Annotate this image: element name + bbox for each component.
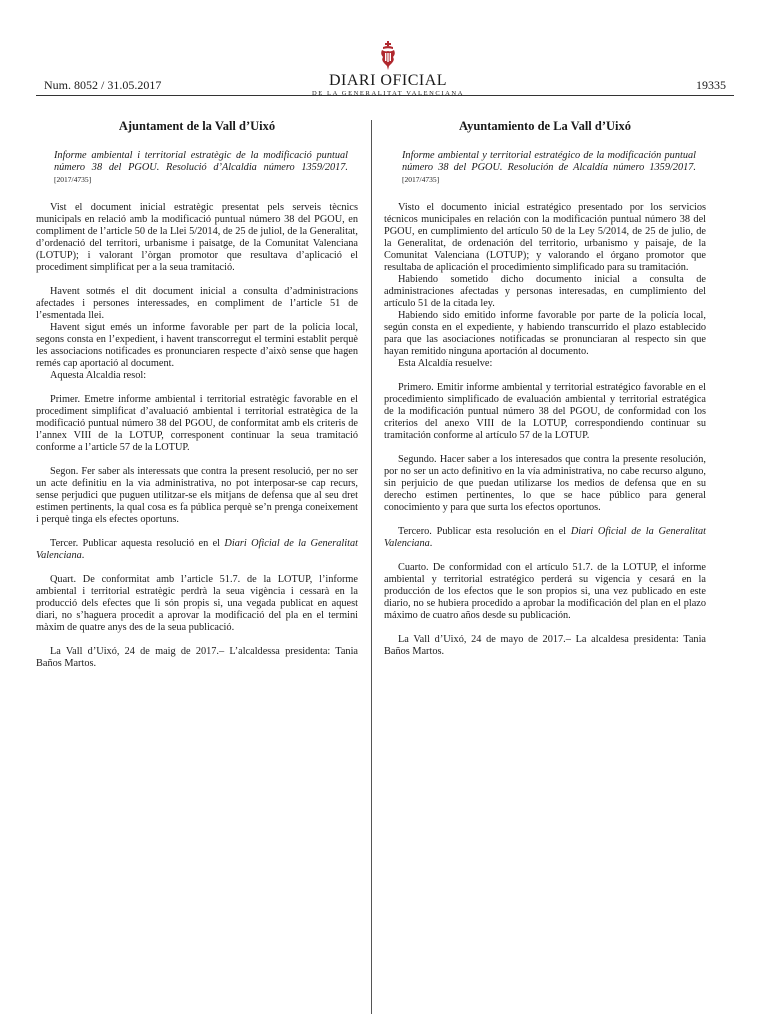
left-paragraph-9: La Vall d’Uixó, 24 de maig de 2017.– L’alcaldessa presidenta: Tania Baños Martos. [36, 646, 358, 669]
page-header [0, 0, 770, 100]
column-valencian [36, 119, 358, 670]
left-body [36, 202, 358, 670]
right-paragraph-9: La Vall d’Uixó, 24 de mayo de 2017.– La alcaldesa presidenta: Tania Baños Martos. [384, 634, 706, 657]
right-paragraph-8: Cuarto. De conformidad con el artículo 51.7. de la LOTUP, el informe ambiental y territorial estratégico perderá su vigencia y cesará en la producción de los efectos que le son propios si, una vez publicado en este diario, no se hubiera procedido a aprobar la modificación del plan en el plazo máximo de cuatro años desde su publicación. [384, 562, 706, 621]
right-paragraph-1: Visto el documento inicial estratégico presentado por los servicios técnicos municipales en relación con la modificación puntual número 38 del PGOU, en cumplimiento del artículo 50 de la Ley 5/2014, de 25 de julio, de la Generalitat, de ordenación del territorio, urbanismo y paisaje, de la Comunitat Valenciana (LOTUP); y valorando el órgano promotor que resultaba de aplicación el procedimiento simplificado para su tramitación. [384, 202, 706, 273]
right-paragraph-3: Habiendo sido emitido informe favorable por parte de la policía local, según consta en el expediente, y habiendo transcurrido el plazo establecido para que las asociaciones notificadas se pronunciaran al respecto sin que hayan remitido ninguna aportación al documento. [384, 310, 706, 357]
right-heading: Ayuntamiento de La Vall d’Uixó [458, 119, 631, 133]
header-rule [36, 95, 734, 96]
left-summary-ref: [2017/4735] [54, 175, 92, 184]
issue-number: Num. 8052 / 31.05.2017 [44, 78, 162, 92]
left-summary-text: Informe ambiental i territorial estratègic de la modificació puntual número 38 del PGOU. Resolució d’Alcaldia número 1359/2017. [54, 150, 348, 173]
right-summary [402, 150, 696, 186]
masthead-subtitle: DE LA GENERALITAT VALENCIANA [311, 90, 465, 97]
left-paragraph-7 [36, 538, 358, 562]
right-p7-end: . [429, 538, 433, 549]
left-p7-journal: Diari Oficial de la Generalitat Valenciana [36, 538, 358, 561]
masthead-title: DIARI OFICIAL [328, 72, 448, 89]
left-p7-end: . [81, 550, 85, 561]
column-divider [371, 120, 372, 1014]
right-paragraph-6: Segundo. Hacer saber a los interesados que contra la presente resolución, por no ser un acto definitivo en la vía administrativa, no cabe recurso alguno, sin perjuicio de que puedan utilizarse los medios de defensa que en su derecho estimen pertinentes, lo que se hace público para general conocimiento y para que surta los efectos oportunos. [384, 454, 706, 513]
right-summary-text: Informe ambiental y territorial estratégico de la modificación puntual número 38 del PGOU. Resolución de Alcaldía número 1359/2017. [402, 150, 696, 173]
right-paragraph-4: Esta Alcaldía resuelve: [398, 358, 493, 369]
right-p7-start: Tercero. Publicar esta resolución en el [398, 526, 571, 537]
left-summary [54, 150, 348, 186]
column-spanish [384, 119, 706, 658]
right-p7-journal: Diari Oficial de la Generalitat Valenciana [384, 526, 706, 549]
right-summary-ref: [2017/4735] [402, 175, 440, 184]
right-paragraph-5: Primero. Emitir informe ambiental y territorial estratégico favorable en el procedimiento simplificado de evaluación ambiental y territorial estratégica de la modificación puntual número 38 del PGOU, de conformidad con los criterios del anexo VIII de la LOTUP, correspondiendo continuar su tramitación conforme al artículo 57 de la LOTUP. [384, 382, 706, 441]
page-number: 19335 [696, 78, 726, 92]
left-paragraph-5: Primer. Emetre informe ambiental i territorial estratègic favorable en el procediment simplificat d’avaluació ambiental i territorial estratègica de la modificació puntual número 38 del PGOU, de conformitat amb els criteris de l’annex VIII de la LOTUP, corresponent continuar la seua tramitació conforme a l’article 57 de la LOTUP. [36, 394, 358, 453]
left-paragraph-3: Havent sigut emés un informe favorable per part de la policia local, segons consta en l’expedient, i havent transcorregut el termini establit perquè les associacions notificades es pronunciaren respecte d’això sense que hagen remés cap aportació al document. [36, 322, 358, 369]
left-paragraph-8: Quart. De conformitat amb l’article 51.7. de la LOTUP, l’informe ambiental i territorial estratègic perdrà la seua vigència i cessarà en la producció dels efectes que li són propis si, una vegada publicat en aquest diari, no s’haguera procedit a aprovar la modificació del pla en el termini màxim de quatre anys des de la seua publicació. [36, 574, 358, 633]
left-paragraph-2: Havent sotmés el dit document inicial a consulta d’administracions afectades i persones interessades, en compliment de l’article 51 de l’esmentada llei. [36, 286, 358, 321]
left-p7-start: Tercer. Publicar aquesta resolució en el [50, 538, 225, 549]
masthead-logo [308, 40, 468, 97]
left-paragraph-4: Aquesta Alcaldia resol: [50, 370, 147, 381]
left-paragraph-6: Segon. Fer saber als interessats que contra la present resolució, per no ser un acte definitiu en la via administrativa, no pot interposar-se cap recurs, sense perjudici que puguen utilitzar-se els mitjans de defensa que al seu dret estimen pertinents, la qual cosa es fa pública perquè se’n prenga coneixement i perquè tinga els efectes oportuns. [36, 466, 358, 525]
left-paragraph-1: Vist el document inicial estratègic presentat pels serveis tècnics municipals en relació amb la modificació puntual número 38 del PGOU, en compliment de l’article 50 de la Llei 5/2014, de 25 de juliol, de la Generalitat, d’ordenació del territori, urbanisme i paisatge, de la Comunitat Valenciana (LOTUP); i valorant l’òrgan promotor que resultava d’aplicació el procediment simplificat per a la seua tramitació. [36, 202, 358, 273]
right-paragraph-7 [384, 526, 706, 550]
generalitat-crest-icon [378, 40, 398, 72]
right-body [384, 202, 706, 658]
left-heading: Ajuntament de la Vall d’Uixó [118, 119, 276, 133]
right-paragraph-2: Habiendo sometido dicho documento inicial a consulta de administraciones afectadas y personas interesadas, en cumplimiento del artículo 51 de la citada ley. [384, 274, 706, 309]
